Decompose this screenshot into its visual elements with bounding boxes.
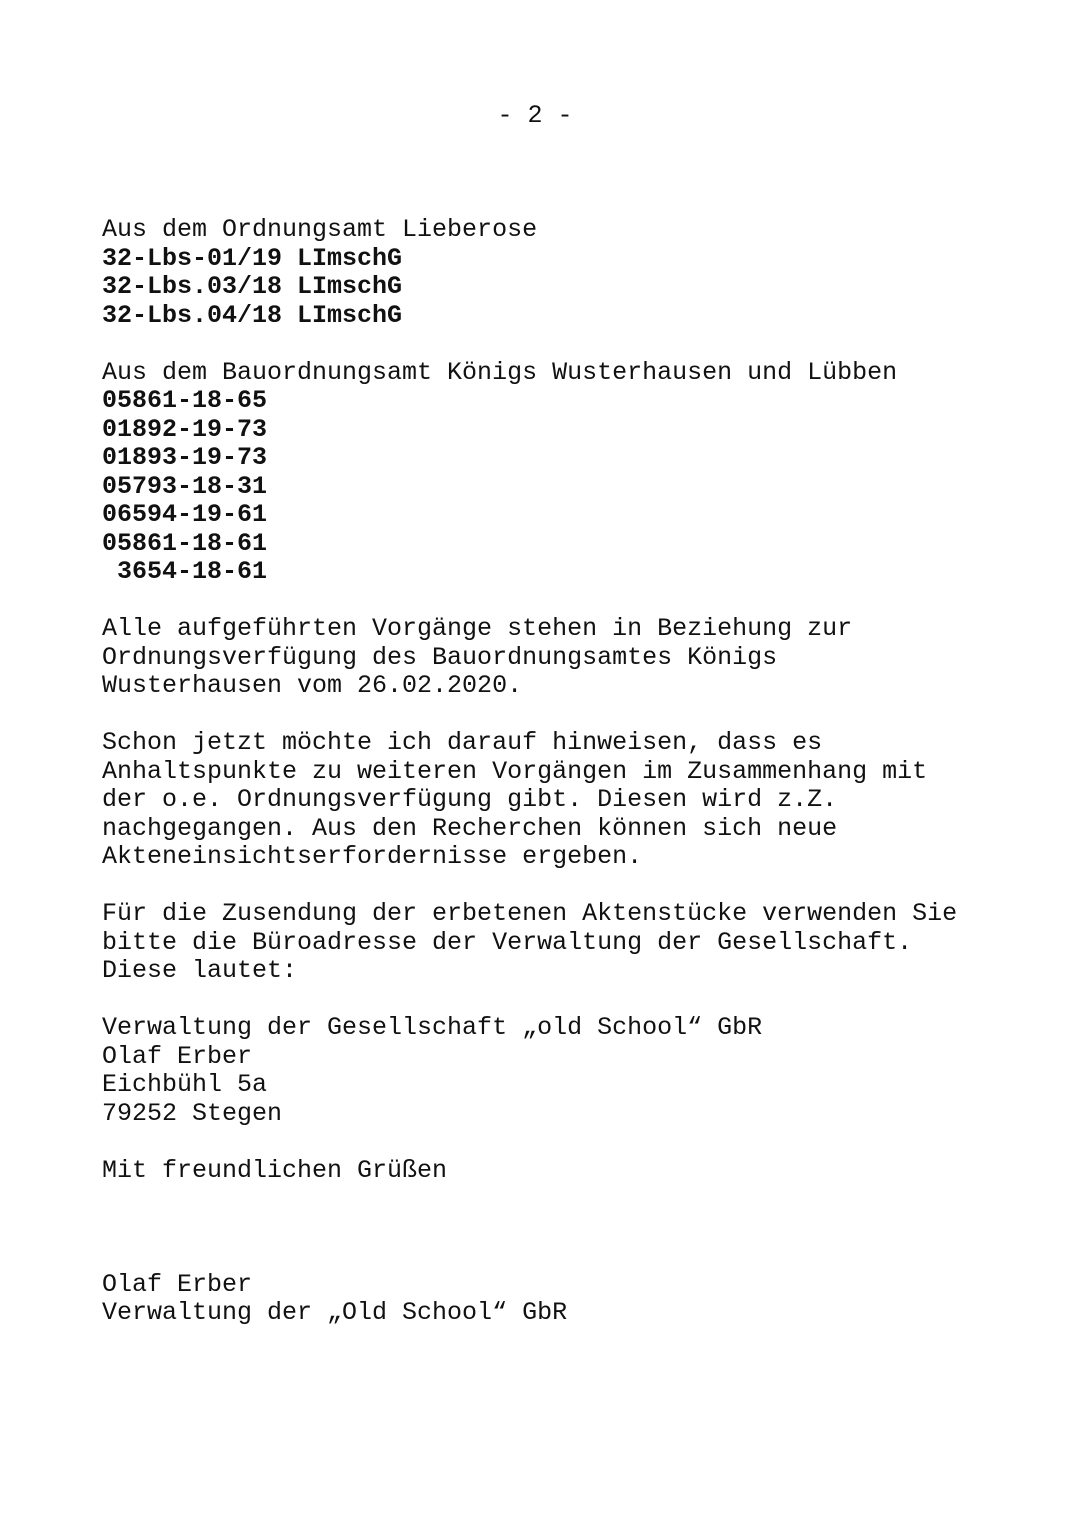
paragraph-gap bbox=[102, 330, 1042, 359]
address-line: Eichbühl 5a bbox=[102, 1070, 268, 1099]
paragraph-line: der o.e. Ordnungsverfügung gibt. Diesen wird z.Z. bbox=[102, 785, 838, 814]
file-reference: 32-Lbs.04/18 LImschG bbox=[102, 300, 403, 330]
bauordnungsamt-heading: Aus dem Bauordnungsamt Königs Wusterhausen und Lübben bbox=[102, 357, 898, 387]
signature-block bbox=[102, 1271, 1042, 1328]
address-line: 79252 Stegen bbox=[102, 1098, 283, 1128]
address-block bbox=[102, 1014, 1042, 1128]
paragraph-line: Ordnungsverfügung des Bauordnungsamtes Königs bbox=[102, 642, 778, 672]
paragraph-line: Schon jetzt möchte ich darauf hinweisen, dass es bbox=[102, 728, 823, 757]
paragraph-gap bbox=[102, 872, 1042, 901]
file-reference: 05861-18-65 bbox=[102, 386, 268, 415]
paragraph-gap bbox=[102, 701, 1042, 730]
address-intro-paragraph bbox=[102, 900, 1042, 986]
file-reference: 05861-18-61 bbox=[102, 528, 268, 558]
paragraph-line: nachgegangen. Aus den Recherchen können sich neue bbox=[102, 813, 838, 843]
page-number: - 2 - bbox=[497, 101, 573, 130]
signature-name: Olaf Erber bbox=[102, 1269, 253, 1299]
bauordnungsamt-section bbox=[102, 359, 1042, 587]
paragraph-line: Anhaltspunkte zu weiteren Vorgängen im Zusammenhang mit bbox=[102, 756, 928, 786]
paragraph-gap bbox=[102, 986, 1042, 1015]
closing-greeting: Mit freundlichen Grüßen bbox=[102, 1155, 448, 1185]
notice-paragraph bbox=[102, 729, 1042, 872]
paragraph-line: Wusterhausen vom 26.02.2020. bbox=[102, 671, 523, 700]
paragraph-line: Für die Zusendung der erbetenen Aktenstücke verwenden Sie bbox=[102, 899, 958, 928]
address-line: Olaf Erber bbox=[102, 1041, 253, 1071]
file-reference: 3654-18-61 bbox=[102, 557, 268, 586]
paragraph-line: Alle aufgeführten Vorgänge stehen in Beziehung zur bbox=[102, 614, 853, 643]
paragraph-gap bbox=[102, 1128, 1042, 1157]
file-reference: 32-Lbs.03/18 LImschG bbox=[102, 272, 403, 301]
file-reference: 06594-19-61 bbox=[102, 500, 268, 529]
address-line: Verwaltung der Gesellschaft „old School“ GbR bbox=[102, 1013, 763, 1042]
paragraph-line: Akteneinsichtserfordernisse ergeben. bbox=[102, 842, 643, 871]
signature-space bbox=[102, 1185, 1042, 1271]
file-reference: 05793-18-31 bbox=[102, 471, 268, 501]
file-reference: 32-Lbs-01/19 LImschG bbox=[102, 243, 403, 273]
paragraph-gap bbox=[102, 587, 1042, 616]
ordnungsamt-heading: Aus dem Ordnungsamt Lieberose bbox=[102, 215, 538, 244]
relation-paragraph bbox=[102, 615, 1042, 701]
paragraph-line: bitte die Büroadresse der Verwaltung der Gesellschaft. bbox=[102, 927, 913, 957]
file-reference: 01892-19-73 bbox=[102, 414, 268, 444]
file-reference: 01893-19-73 bbox=[102, 443, 268, 472]
signature-title: Verwaltung der „Old School“ GbR bbox=[102, 1298, 568, 1327]
ordnungsamt-section bbox=[102, 216, 1042, 330]
paragraph-line: Diese lautet: bbox=[102, 956, 298, 985]
letter-body bbox=[102, 216, 1042, 1328]
